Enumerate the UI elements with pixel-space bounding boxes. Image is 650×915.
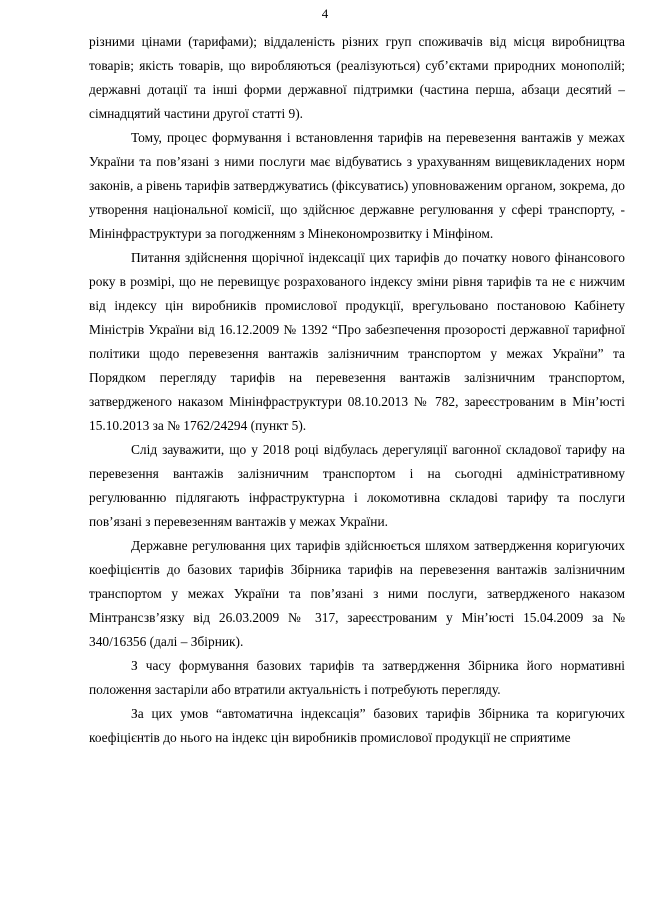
page-number: 4	[321, 6, 329, 21]
paragraph-5: Державне регулювання цих тарифів здійснюється шляхом затвердження коригуючих коефіцієнтів до базових тарифів Збірника тарифів на перевезення вантажів залізничним транспортом у межах України та пов’язані з ними послуги, затвердженого наказом Мінтрансзв’язку від 26.03.2009 № 317, зареєстрованим у Мін’юсті 15.04.2009 за № 340/16356 (далі – Збірник).	[89, 538, 625, 649]
paragraph-2: Тому, процес формування і встановлення тарифів на перевезення вантажів у межах України та пов’язані з ними послуги має відбуватись з урахуванням вищевикладених норм законів, а рівень тарифів затверджуватись (фіксуватись) уповноваженим органом, зокрема, до утворення національної комісії, що здійснює державне регулювання у сфері транспорту, - Мінінфраструктури за погодженням з Мінекономрозвитку і Мінфіном.	[89, 130, 625, 241]
paragraph-6: З часу формування базових тарифів та затвердження Збірника його нормативні положення застаріли або втратили актуальність і потребують перегляду.	[89, 658, 625, 697]
paragraph-4: Слід зауважити, що у 2018 році відбулась дерегуляції вагонної складової тарифу на перевезення вантажів залізничним транспортом і на сьогодні адміністративному регулюванню підлягають інфраструктурна і локомотивна складові тарифу та послуги пов’язані з перевезенням вантажів у межах України.	[89, 442, 625, 529]
paragraph-7: За цих умов “автоматична індексація” базових тарифів Збірника та коригуючих коефіцієнтів до нього на індекс цін виробників промислової продукції не сприятиме	[89, 706, 625, 745]
paragraph-3: Питання здійснення щорічної індексації цих тарифів до початку нового фінансового року в розмірі, що не перевищує розрахованого індексу зміни рівня тарифів та не є нижчим від індексу цін виробників промислової продукції, врегульовано постановою Кабінету Міністрів України від 16.12.2009 № 1392 “Про забезпечення прозорості державної тарифної політики щодо перевезення вантажів залізничним транспортом у межах України” та Порядком перегляду тарифів на перевезення вантажів залізничним транспортом, затвердженого наказом Мінінфраструктури 08.10.2013 № 782, зареєстрованим в Мін’юсті 15.10.2013 за № 1762/24294 (пункт 5).	[89, 250, 625, 433]
paragraph-1: різними цінами (тарифами); віддаленість різних груп споживачів від місця виробництва товарів; якість товарів, що виробляються (реалізуються) суб’єктами природних монополій; державні дотації та інші форми державної підтримки (частина перша, абзаци десятий – сімнадцятий частини другої статті 9).	[89, 34, 625, 121]
document-body	[89, 30, 625, 750]
